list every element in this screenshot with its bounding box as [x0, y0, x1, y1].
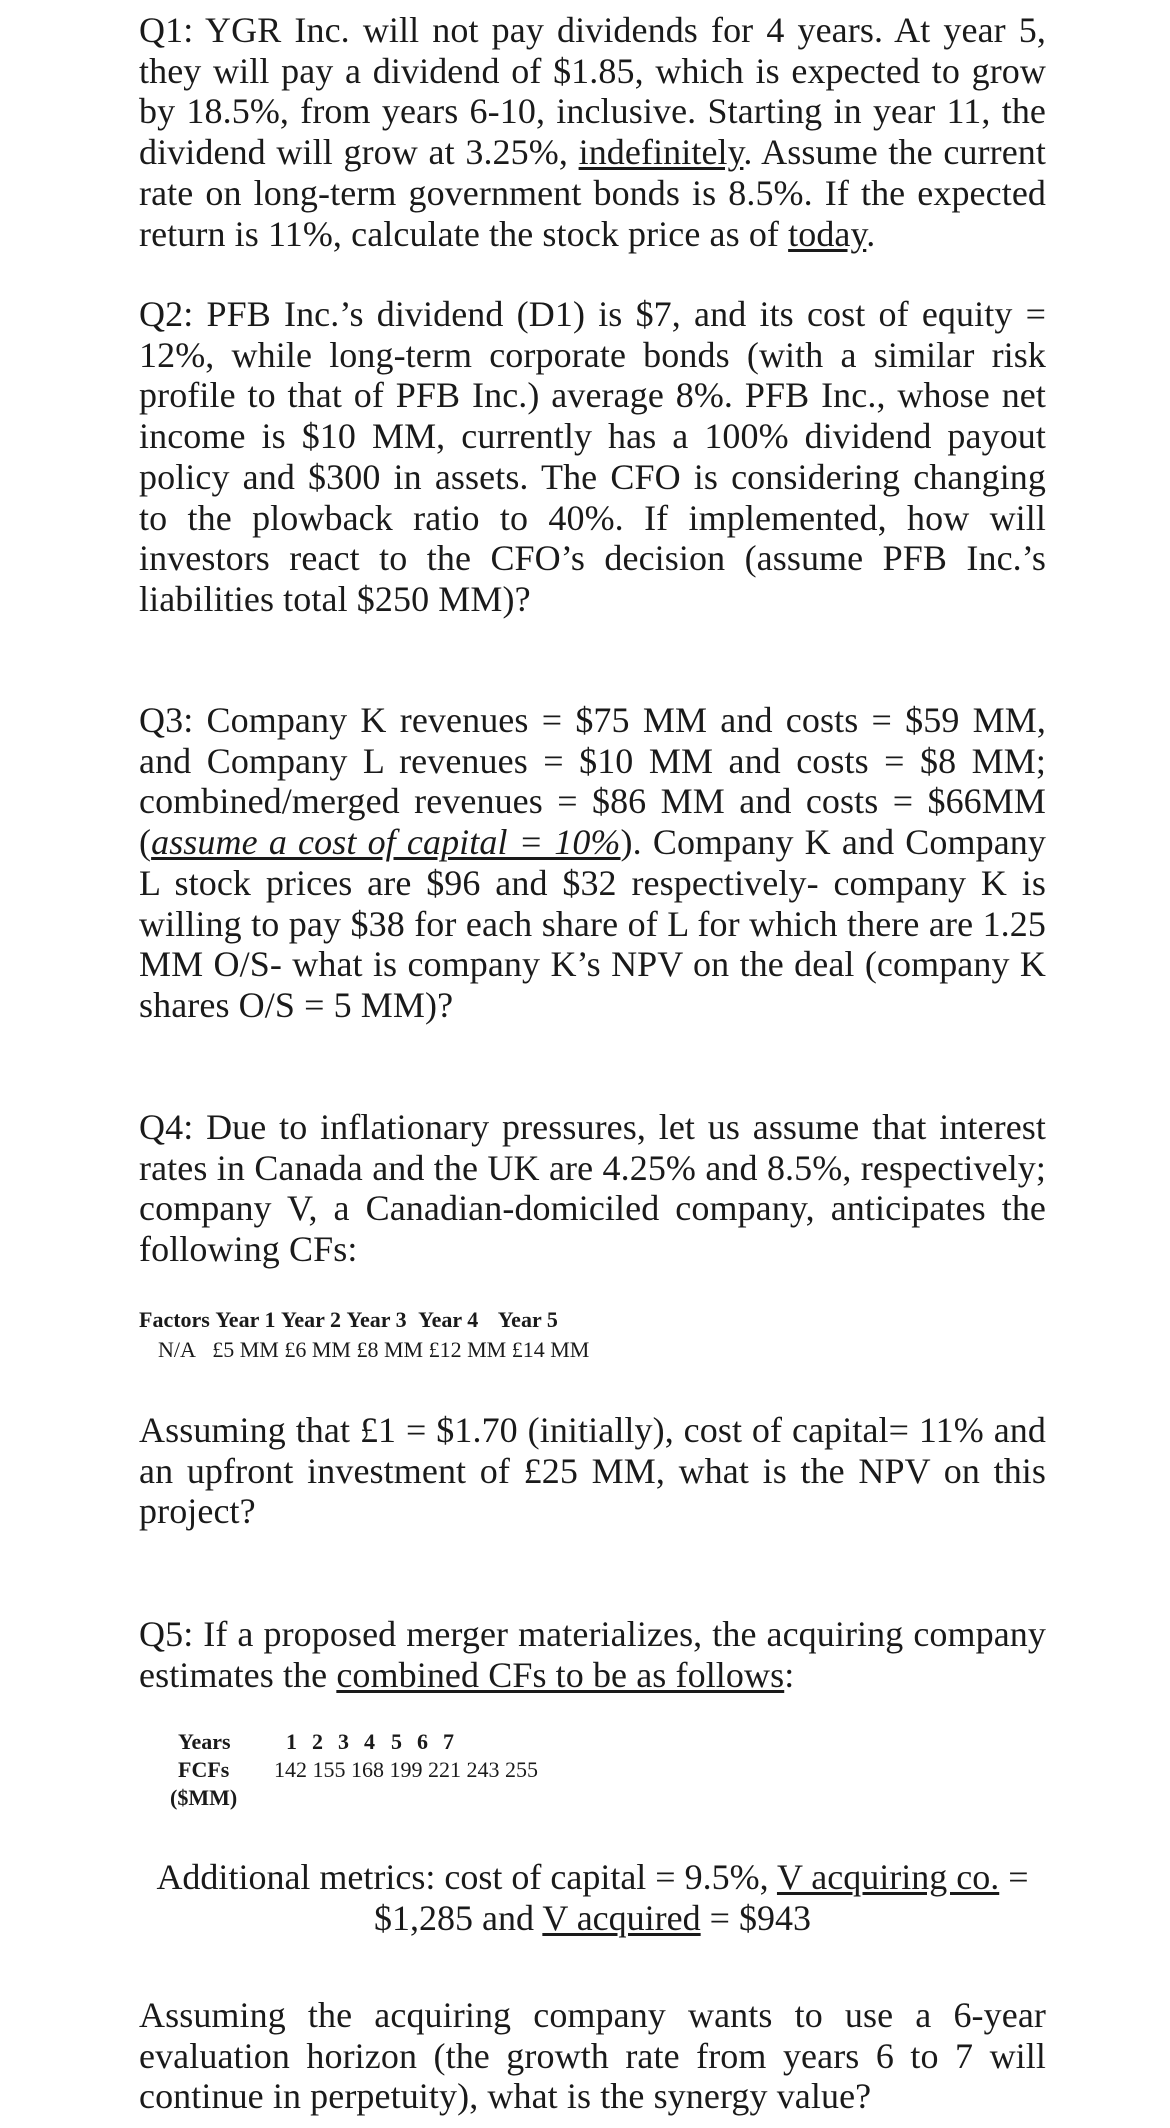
- q5-additional-start: Additional metrics: cost of capital = 9.5%,: [156, 1857, 777, 1897]
- q1-underlined-indefinitely: indefinitely: [578, 132, 744, 173]
- question-3: [139, 700, 1046, 1026]
- q4-cell-factors: N/A: [158, 1337, 195, 1362]
- q5-text-start: Q5: If a proposed merger materializes, the acquiring company estimates the: [139, 1614, 1046, 1695]
- q5-text-end: :: [784, 1654, 795, 1695]
- q5-fcf-5: 221: [428, 1757, 461, 1782]
- q4-table-header-row: [139, 1305, 589, 1335]
- q5-v-acquired-label: V acquired: [542, 1897, 701, 1938]
- q5-year-6: 6: [417, 1729, 428, 1754]
- q4-cashflow-table: [139, 1305, 589, 1365]
- q5-fcf-values: [274, 1756, 538, 1784]
- q4-cell-year-4: £12 MM: [428, 1337, 507, 1362]
- q5-years-label: Years: [178, 1729, 231, 1754]
- q4-cell-year-2: £6 MM: [284, 1337, 351, 1362]
- q5-fcf-1: 142: [274, 1757, 307, 1782]
- q5-fcf-6: 243: [466, 1757, 500, 1782]
- q5-additional-middle: = $1,285 and: [374, 1857, 1029, 1938]
- q5-year-7: 7: [443, 1729, 454, 1754]
- q5-v-acquiring-label: V acquiring co.: [776, 1857, 1000, 1897]
- q5-fcf-3: 168: [351, 1757, 384, 1782]
- question-1: [139, 10, 1046, 254]
- q4-header-year-4: Year 4: [418, 1307, 479, 1332]
- q3-text-end: ). Company K and Company L stock prices are $96 and $32 respectively- company K is willing to pay $38 for each share of L for which there are 1.25 MM O/S- what is company K’s NPV on the deal (company K shares O/S = 5 MM)?: [139, 822, 1046, 1025]
- q4-header-year-3: Year 3: [346, 1307, 407, 1332]
- q5-year-1: 1: [286, 1729, 297, 1754]
- q5-fcf-2: 155: [312, 1757, 346, 1782]
- q5-year-3: 3: [338, 1729, 349, 1754]
- q4-header-factors: Factors: [139, 1307, 210, 1332]
- q5-year-4: 4: [364, 1729, 375, 1754]
- q5-fcfs-label: FCFs: [178, 1757, 230, 1782]
- q5-year-2: 2: [312, 1729, 323, 1754]
- q1-underlined-today: today: [788, 213, 867, 254]
- q5-underlined-combined-cfs: combined CFs to be as follows: [336, 1654, 785, 1695]
- q4-header-year-1: Year 1: [215, 1307, 276, 1332]
- q1-text-start: Q1: YGR Inc. will not pay dividends for 4 years. At year 5, they will pay a dividend of $1.85, which is expected to grow by 18.5%, from years 6-10, inclusive. Starting in year 11, the dividend will grow at 3.25%,: [139, 10, 1046, 173]
- question-4: Q4: Due to inflationary pressures, let us assume that interest rates in Canada and the UK are 4.25% and 8.5%, respectively; company V, a Canadian-domiciled company, anticipates the following CFs:: [139, 1107, 1046, 1270]
- question-5-prompt: Assuming the acquiring company wants to use a 6-year evaluation horizon (the growth rate from years 6 to 7 will continue in perpetuity), what is the synergy value?: [139, 1995, 1046, 2117]
- q4-table-data-row: [139, 1335, 589, 1365]
- q5-additional-end: = $943: [700, 1897, 811, 1938]
- question-5: [139, 1614, 1046, 1695]
- question-4-prompt: Assuming that £1 = $1.70 (initially), cost of capital= 11% and an upfront investment of £25 MM, what is the NPV on this project?: [139, 1410, 1046, 1532]
- q4-cell-year-5: £14 MM: [511, 1337, 590, 1362]
- q5-fcf-7: 255: [505, 1757, 538, 1782]
- q4-header-year-5: Year 5: [497, 1307, 558, 1332]
- q4-header-year-2: Year 2: [280, 1307, 342, 1332]
- q5-unit-label: ($MM): [170, 1785, 238, 1810]
- q3-cost-of-capital-note: assume a cost of capital = 10%: [151, 822, 621, 863]
- q3-text-start: Q3: Company K revenues = $75 MM and costs = $59 MM, and Company L revenues = $10 MM and costs = $8 MM; combined/merged revenues = $86 MM and costs = $66MM (: [139, 700, 1046, 863]
- q5-year-5: 5: [391, 1729, 402, 1754]
- q1-text-end: .: [866, 213, 876, 254]
- question-2: Q2: PFB Inc.’s dividend (D1) is $7, and its cost of equity = 12%, while long-term corporate bonds (with a similar risk profile to that of PFB Inc.) average 8%. PFB Inc., whose net income is $10 MM, currently has a 100% dividend payout policy and $300 in assets. The CFO is considering changing to the plowback ratio to 40%. If implemented, how will investors react to the CFO’s decision (assume PFB Inc.’s liabilities total $250 MM)?: [139, 294, 1046, 619]
- q1-text-middle: . Assume the current rate on long-term government bonds is 8.5%. If the expected return is 11%, calculate the stock price as of: [139, 132, 1046, 254]
- q4-cell-year-3: £8 MM: [356, 1337, 424, 1362]
- q5-additional-metrics: [139, 1857, 1046, 1938]
- q4-cell-year-1: £5 MM: [212, 1337, 279, 1362]
- q5-fcf-4: 199: [389, 1757, 423, 1782]
